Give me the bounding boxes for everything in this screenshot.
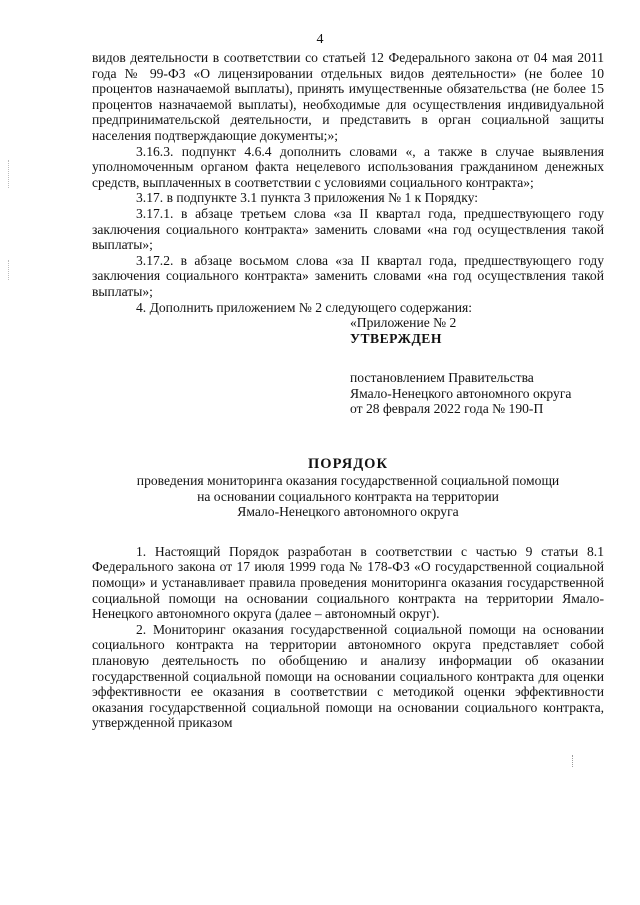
approval-block (350, 315, 604, 417)
approval-line: Ямало-Ненецкого автономного округа (350, 385, 572, 401)
paragraph: 3.17. в подпункте 3.1 пункта 3 приложения № 1 к Порядку: (136, 190, 479, 206)
paragraph: 1. Настоящий Порядок разработан в соответствии с частью 9 статьи 8.1 Федерального закона от 17 июля 1999 года № 178-ФЗ «О государственной социальной помощи» и устанавливает правила проведения мониторинга оказания государственной социальной помощи на основании социального контракта на территории Ямало-Ненецкого автономного округа (далее – автономный округ). (92, 543, 604, 622)
document-subtitle: проведения мониторинга оказания государственной социальной помощи (136, 473, 560, 489)
approval-line: постановлением Правительства (350, 370, 534, 386)
approved-stamp-text: УТВЕРЖДЕН (350, 330, 442, 346)
margin-mark (8, 260, 10, 280)
page-number: 4 (316, 32, 324, 47)
document-subtitle: Ямало-Ненецкого автономного округа (237, 504, 459, 520)
paragraph: 3.17.2. в абзаце восьмом слова «за II квартал года, предшествующего году заключения социального контракта» заменить словами «на год осуществления такой выплаты»; (92, 252, 604, 299)
scan-mark (572, 755, 574, 767)
paragraph: 3.17.1. в абзаце третьем слова «за II квартал года, предшествующего году заключения социального контракта» заменить словами «на год осуществления такой выплаты»; (92, 205, 604, 253)
document-body (92, 50, 604, 731)
appendix-label: «Приложение № 2 (350, 315, 457, 331)
document-title: ПОРЯДОК (308, 456, 388, 473)
paragraph: 4. Дополнить приложением № 2 следующего содержания: (136, 299, 473, 315)
paragraph: 3.16.3. подпункт 4.6.4 дополнить словами «, а также в случае выявления уполномоченным органом факта нецелевого использования гражданином денежных средств, выплаченных в соответствии с условиями социального контракта»; (92, 143, 604, 190)
paragraph: видов деятельности в соответствии со статьей 12 Федерального закона от 04 мая 2011 года № 99-ФЗ «О лицензировании отдельных видов деятельности» (не более 10 процентов назначаемой выплаты), принять имущественные обязательства (не более 15 процентов назначаемой выплаты), необходимые для осуществления индивидуальной предпринимательской деятельности, и представить в орган социальной защиты населения подтверждающие документы;»; (92, 50, 604, 143)
approval-date: от 28 февраля 2022 года № 190-П (350, 401, 544, 417)
document-subtitle: на основании социального контракта на территории (197, 488, 499, 504)
paragraph: 2. Мониторинг оказания государственной социальной помощи на основании социального контракта на территории автономного округа представляет собой плановую деятельность по обобщению и анализу информации об оказании государственной социальной помощи на основании социального контракта для оценки эффективности ее оказания в соответствии с методикой оценки эффективности оказания государственной социальной помощи на основании социального контракта, утвержденной приказом (92, 621, 604, 731)
margin-mark (8, 160, 10, 188)
